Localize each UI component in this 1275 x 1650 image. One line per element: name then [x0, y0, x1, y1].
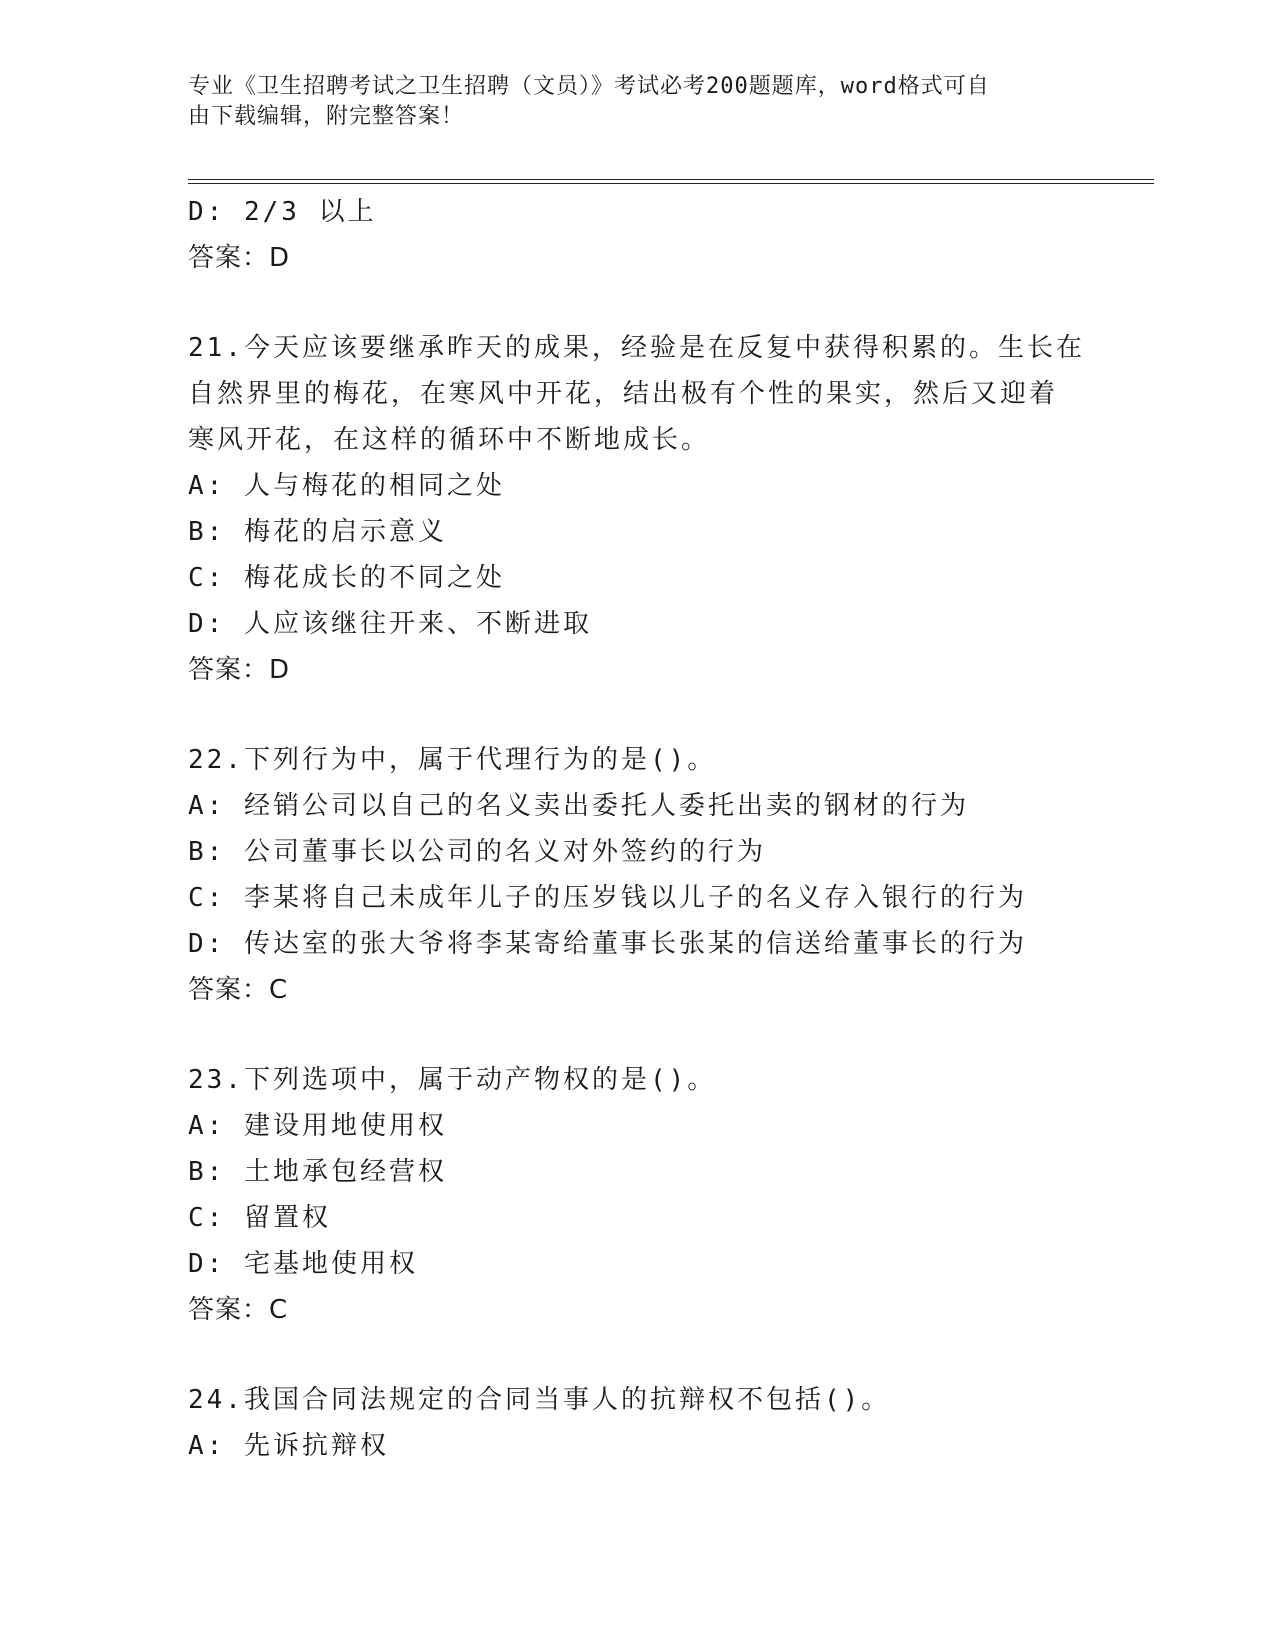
- option-d: D: 人应该继往开来、不断进取: [188, 609, 592, 639]
- option-b: B: 梅花的启示意义: [188, 517, 447, 547]
- header-line-1: 专业《卫生招聘考试之卫生招聘（文员）》考试必考200题题库，word格式可自: [188, 74, 990, 99]
- option-d: D: 2/3 以上: [188, 197, 377, 227]
- header-line-2: 由下载编辑，附完整答案！: [188, 104, 465, 129]
- answer-line: 答案：C: [188, 1295, 289, 1325]
- question-text-line: 寒风开花，在这样的循环中不断地成长。: [188, 425, 711, 455]
- question-content: [188, 189, 1088, 1469]
- spacer: [188, 281, 1088, 325]
- question-text-line: 24.我国合同法规定的合同当事人的抗辩权不包括()。: [188, 1385, 891, 1415]
- previous-question-tail: [188, 189, 1088, 281]
- option-d: D: 传达室的张大爷将李某寄给董事长张某的信送给董事长的行为: [188, 929, 1027, 959]
- question-22: [188, 737, 1088, 1013]
- option-a: A: 建设用地使用权: [188, 1111, 447, 1141]
- question-text-line: 21.今天应该要继承昨天的成果，经验是在反复中获得积累的。生长在: [188, 333, 1085, 363]
- document-header: [188, 72, 1088, 132]
- header-rule-bottom: [188, 183, 1154, 184]
- spacer: [188, 693, 1088, 737]
- spacer: [188, 1333, 1088, 1377]
- question-23: [188, 1057, 1088, 1333]
- question-24: [188, 1377, 1088, 1469]
- question-text-line: 22.下列行为中，属于代理行为的是()。: [188, 745, 717, 775]
- option-b: B: 土地承包经营权: [188, 1157, 447, 1187]
- option-c: C: 梅花成长的不同之处: [188, 563, 505, 593]
- option-a: A: 人与梅花的相同之处: [188, 471, 505, 501]
- question-text: [188, 325, 1088, 463]
- option-c: C: 李某将自己未成年儿子的压岁钱以儿子的名义存入银行的行为: [188, 883, 1027, 913]
- option-d: D: 宅基地使用权: [188, 1249, 418, 1279]
- spacer: [188, 1013, 1088, 1057]
- header-rule-top: [188, 179, 1154, 180]
- question-21: [188, 325, 1088, 693]
- option-a: A: 经销公司以自己的名义卖出委托人委托出卖的钢材的行为: [188, 791, 969, 821]
- option-b: B: 公司董事长以公司的名义对外签约的行为: [188, 837, 766, 867]
- answer-line: 答案：D: [188, 655, 291, 685]
- answer-line: 答案：C: [188, 975, 289, 1005]
- option-c: C: 留置权: [188, 1203, 331, 1233]
- question-text-line: 自然界里的梅花，在寒风中开花，结出极有个性的果实，然后又迎着: [188, 379, 1059, 409]
- question-text-line: 23.下列选项中，属于动产物权的是()。: [188, 1065, 717, 1095]
- option-a: A: 先诉抗辩权: [188, 1431, 389, 1461]
- answer-line: 答案：D: [188, 243, 291, 273]
